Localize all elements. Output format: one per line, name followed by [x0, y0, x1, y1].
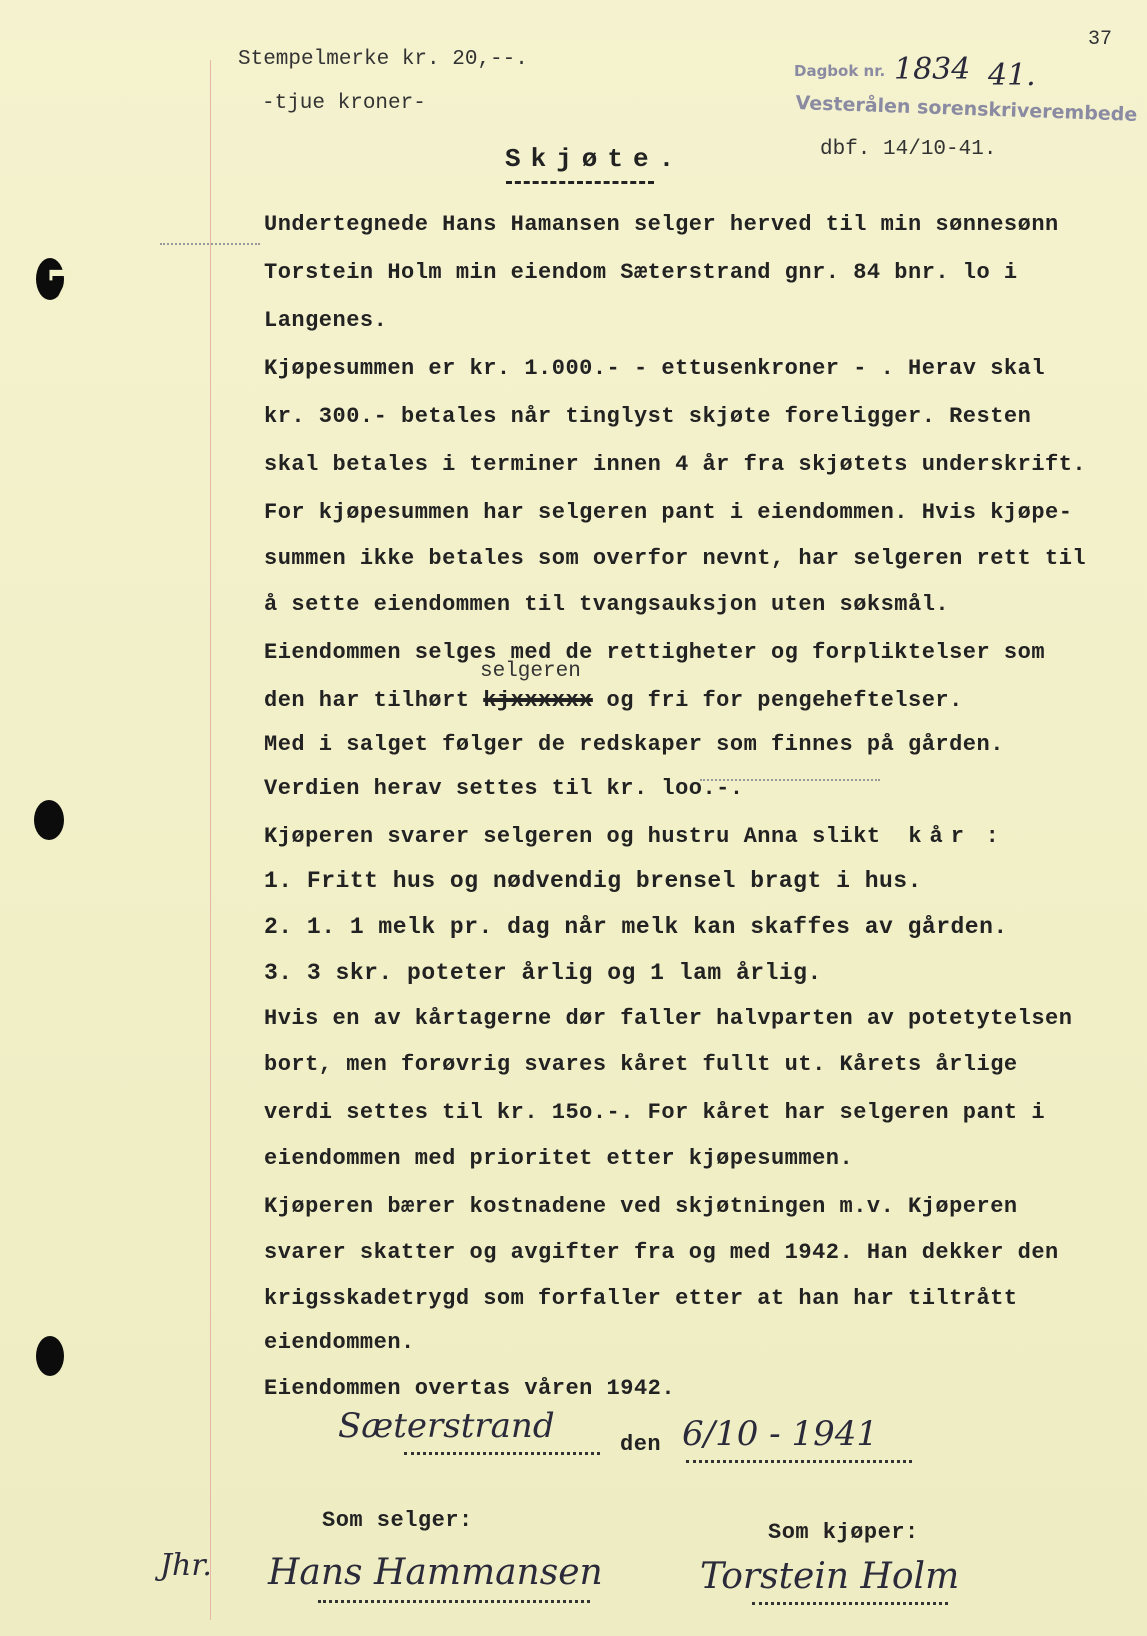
- kar-item-2: 2. 1. 1 melk pr. dag når melk kan skaffes av gården.: [264, 914, 1008, 940]
- body-line-redskaper: Med i salget følger de redskaper som finnes på gården.: [264, 732, 1004, 757]
- kar-item-3: 3. 3 skr. poteter årlig og 1 lam årlig.: [264, 960, 822, 986]
- kar-line: [264, 824, 999, 849]
- body-line-eiendommen: eiendommen.: [264, 1330, 415, 1355]
- date-dotted-line: [686, 1460, 912, 1463]
- body-line-kostnadene: Kjøperen bærer kostnadene ved skjøtningen m.v. Kjøperen: [264, 1194, 1018, 1219]
- date-den: den: [620, 1432, 662, 1457]
- margin-dots-1: [160, 243, 260, 245]
- place-dotted-line: [404, 1452, 600, 1455]
- body-line-verdien: Verdien herav settes til kr. loo.-.: [264, 776, 744, 801]
- seller-label: Som selger:: [322, 1508, 473, 1533]
- body-line-5: kr. 300.- betales når tinglyst skjøte foreligger. Resten: [264, 404, 1032, 429]
- body-line-krigsskade: krigsskadetrygd som forfaller etter at han har tiltrått: [264, 1286, 1018, 1311]
- stamp-fee: Stempelmerke kr. 20,--.: [238, 48, 528, 71]
- title-underline: [506, 181, 654, 184]
- body-line-8: summen ikke betales som overfor nevnt, har selgeren rett til: [264, 546, 1087, 571]
- body-line-tilhort: [264, 688, 963, 713]
- body-line-9: å sette eiendommen til tvangsauksjon uten søksmål.: [264, 592, 950, 617]
- page-number: 37: [1088, 28, 1113, 51]
- kar-emphasis: kår: [908, 824, 972, 849]
- body-line-skatter: svarer skatter og avgifter fra og med 1942. Han dekker den: [264, 1240, 1059, 1265]
- kar-item-1: 1. Fritt hus og nødvendig brensel bragt i hus.: [264, 868, 922, 894]
- body-line-6: skal betales i terminer innen 4 år fra skjøtets underskrift.: [264, 452, 1087, 477]
- body-line-verdi: verdi settes til kr. 15o.-. For kåret har selgeren pant i: [264, 1100, 1046, 1125]
- margin-note: 7: [46, 262, 77, 313]
- body-line-prioritet: eiendommen med prioritet etter kjøpesummen.: [264, 1146, 854, 1171]
- seller-signature: Hans Hammansen: [268, 1552, 603, 1593]
- tilhort-after: og fri for pengeheftelser.: [592, 688, 963, 713]
- kar-colon: :: [985, 824, 1000, 849]
- buyer-signature: Torstein Holm: [700, 1556, 960, 1597]
- tilhort-struck: kjxxxxxx: [483, 688, 593, 713]
- dagbok-number: 1834: [894, 52, 971, 87]
- body-line-3: Langenes.: [264, 308, 388, 333]
- office-stamp: Vesterålen sorenskriverembede: [795, 92, 1138, 126]
- dbf-reference: dbf. 14/10-41.: [820, 138, 997, 161]
- initials-handwritten: Jhr.: [160, 1548, 212, 1583]
- date-handwritten: 6/10 - 1941: [682, 1414, 878, 1454]
- document-title: Skjøte.: [505, 144, 685, 174]
- kar-line-text: Kjøperen svarer selgeren og hustru Anna slikt: [264, 824, 881, 849]
- body-line-7: For kjøpesummen har selgeren pant i eiendommen. Hvis kjøpe-: [264, 500, 1073, 525]
- buyer-label: Som kjøper:: [768, 1520, 919, 1545]
- buyer-dotted-line: [752, 1602, 948, 1605]
- body-line-overtas: Eiendommen overtas våren 1942.: [264, 1376, 676, 1401]
- margin-rule: [210, 60, 211, 1620]
- stamp-words: -tjue kroner-: [262, 92, 426, 115]
- body-line-bort: bort, men forøvrig svares kåret fullt ut. Kårets årlige: [264, 1052, 1018, 1077]
- dagbok-year: 41.: [988, 58, 1036, 93]
- body-line-kartagerne: Hvis en av kårtagerne dør faller halvparten av potetytelsen: [264, 1006, 1073, 1031]
- punch-hole-middle: [34, 800, 64, 840]
- body-line-1: Undertegnede Hans Hamansen selger herved til min sønnesønn: [264, 212, 1059, 237]
- body-line-10: Eiendommen selges med de rettigheter og forpliktelser som: [264, 640, 1046, 665]
- dagbok-label: Dagbok nr.: [794, 62, 886, 80]
- tilhort-before: den har tilhørt: [264, 688, 484, 713]
- punch-hole-bottom: [36, 1336, 64, 1376]
- place-handwritten: Sæterstrand: [338, 1406, 555, 1446]
- insert-word: selgeren: [480, 660, 581, 683]
- seller-dotted-line: [318, 1600, 590, 1603]
- body-line-4: Kjøpesummen er kr. 1.000.- - ettusenkroner - . Herav skal: [264, 356, 1046, 381]
- body-line-2: Torstein Holm min eiendom Sæterstrand gnr. 84 bnr. lo i: [264, 260, 1018, 285]
